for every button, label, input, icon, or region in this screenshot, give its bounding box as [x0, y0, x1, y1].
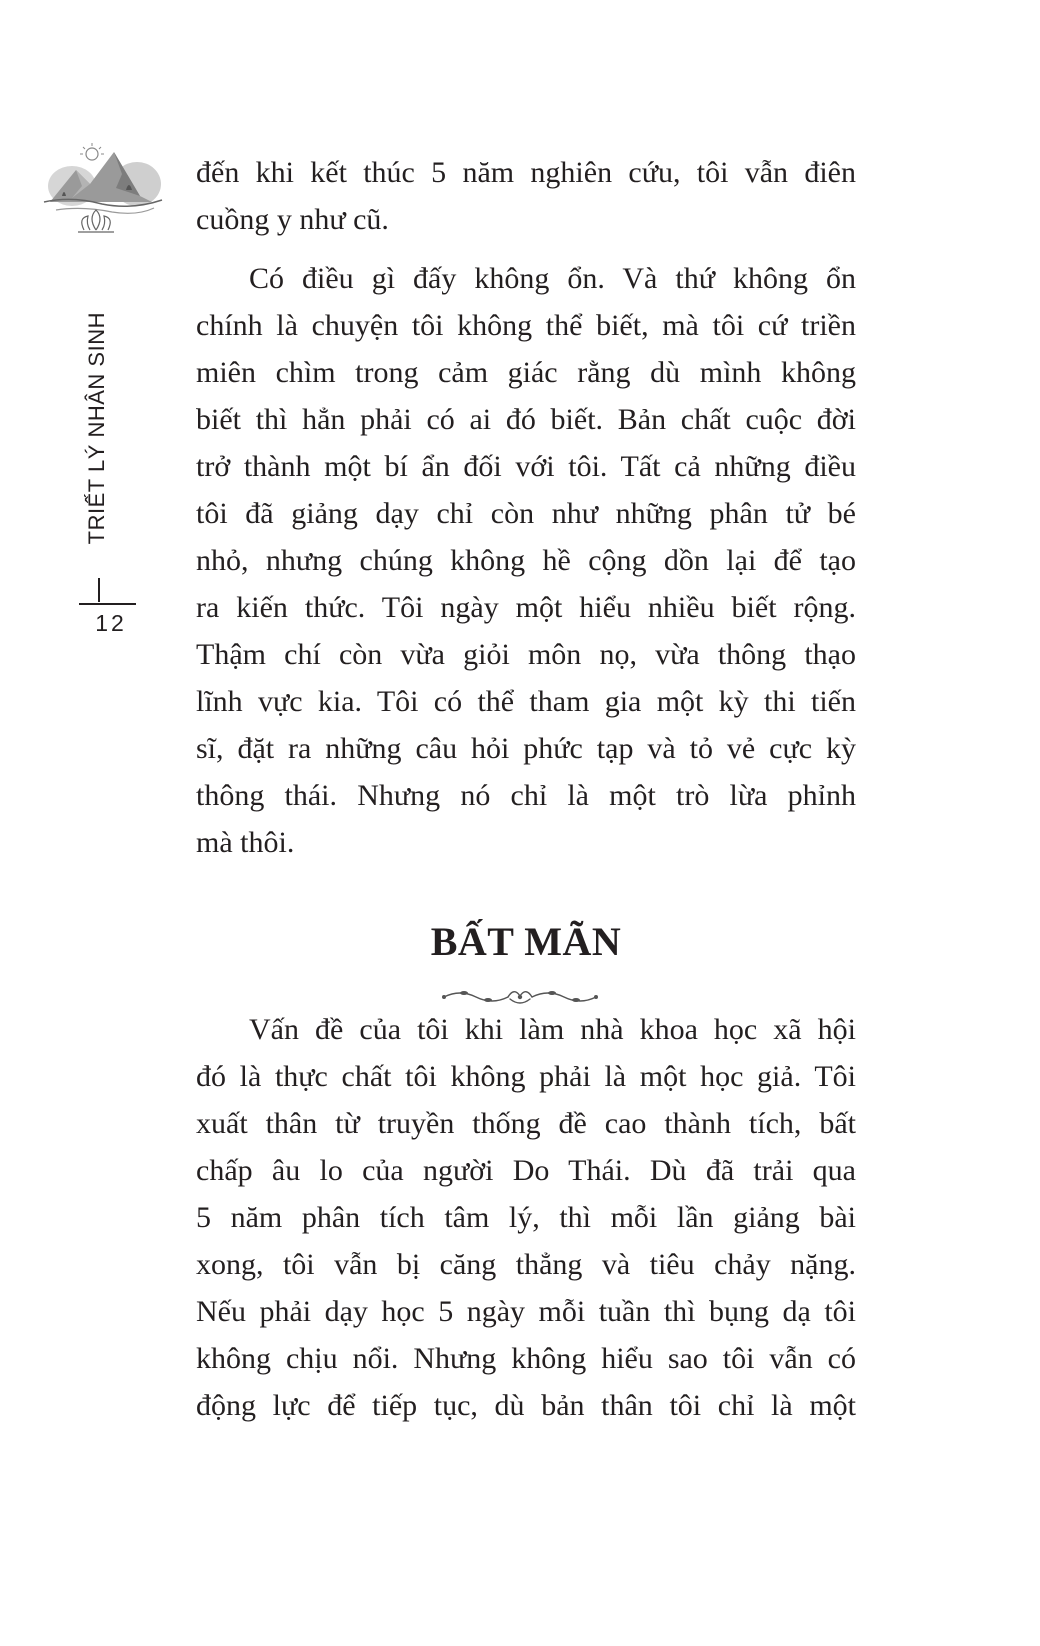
text-line: ra kiến thức. Tôi ngày một hiểu nhiều biết rộng.: [196, 591, 856, 624]
text-line: xuất thân từ truyền thống đề cao thành tích, bất: [196, 1107, 856, 1140]
text-line: Vấn đề của tôi khi làm nhà khoa học xã hội: [249, 1013, 856, 1046]
text-line: động lực để tiếp tục, dù bản thân tôi chỉ là một: [196, 1389, 856, 1422]
text-line: lĩnh vực kia. Tôi có thể tham gia một kỳ thi tiến: [196, 685, 856, 718]
text-line: mà thôi.: [196, 826, 295, 859]
text-line: chính là chuyện tôi không thể biết, mà tôi cứ triền: [196, 309, 856, 342]
sidebar-divider: [79, 603, 136, 605]
paragraph: [196, 255, 856, 866]
text-line: nhỏ, nhưng chúng không hề cộng dồn lại để tạo: [196, 544, 856, 577]
decorative-flourish-icon: [440, 985, 600, 1007]
text-line: Nếu phải dạy học 5 ngày mỗi tuần thì bụng dạ tôi: [196, 1295, 856, 1328]
paragraph: [196, 1006, 856, 1429]
section-heading: BẤT MÃN: [430, 919, 622, 964]
text-line: miên chìm trong cảm giác rằng dù mình không: [196, 356, 856, 389]
text-line: trở thành một bí ẩn đối với tôi. Tất cả những điều: [196, 450, 856, 483]
text-line: không chịu nổi. Nhưng không hiểu sao tôi vẫn có: [196, 1342, 856, 1375]
text-line: đến khi kết thúc 5 năm nghiên cứu, tôi vẫn điên: [196, 156, 856, 189]
paragraph-continuation: [196, 149, 856, 243]
text-line: cuồng y như cũ.: [196, 203, 389, 236]
landscape-lotus-logo-icon: [42, 140, 166, 240]
running-book-title: TRIẾT LÝ NHÂN SINH: [84, 312, 109, 545]
text-line: thông thái. Nhưng nó chỉ là một trò lừa phỉnh: [196, 779, 856, 812]
text-line: 5 năm phân tích tâm lý, thì mỗi lần giảng bài: [196, 1201, 856, 1234]
text-line: sĩ, đặt ra những câu hỏi phức tạp và tỏ vẻ cực kỳ: [196, 732, 856, 765]
text-line: chấp âu lo của người Do Thái. Dù đã trải qua: [196, 1154, 856, 1187]
text-line: tôi đã giảng dạy chỉ còn như những phân tử bé: [196, 497, 856, 530]
text-line: Thậm chí còn vừa giỏi môn nọ, vừa thông thạo: [196, 638, 856, 671]
page-number: 12: [95, 610, 127, 636]
sidebar-divider-vertical: [98, 578, 100, 602]
text-line: Có điều gì đấy không ổn. Và thứ không ổn: [249, 262, 856, 295]
text-line: đó là thực chất tôi không phải là một học giả. Tôi: [196, 1060, 856, 1093]
text-line: xong, tôi vẫn bị căng thẳng và tiêu chảy nặng.: [196, 1248, 856, 1281]
text-line: biết thì hẳn phải có ai đó biết. Bản chất cuộc đời: [196, 403, 856, 436]
